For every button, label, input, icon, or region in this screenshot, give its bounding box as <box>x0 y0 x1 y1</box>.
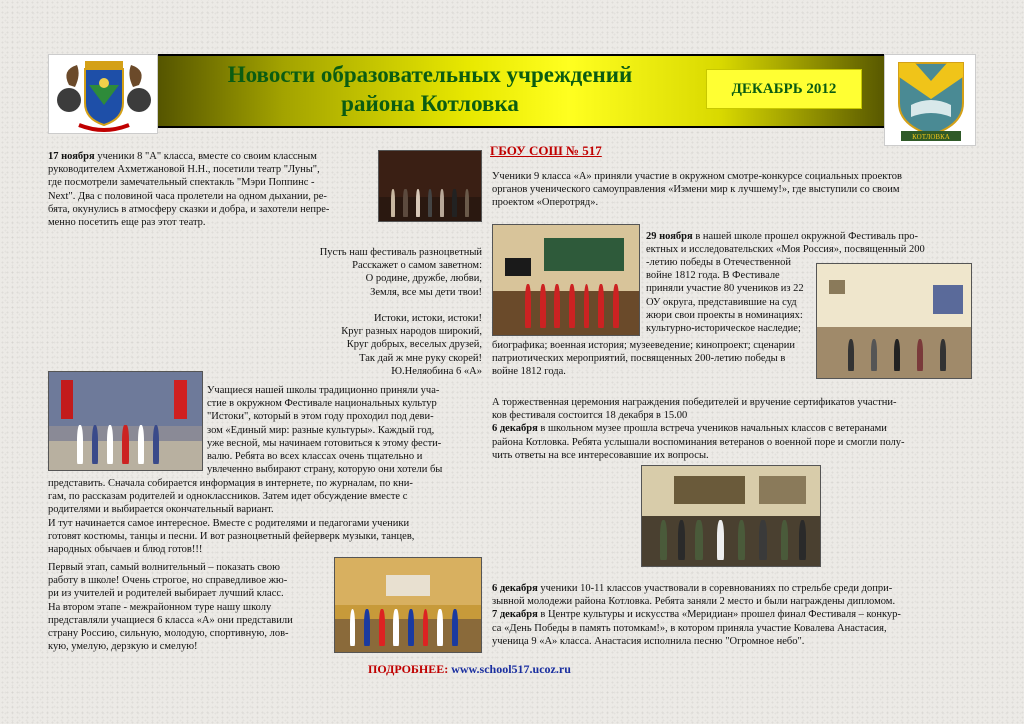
festival-intro-line-3: "Истоки", который в этом году проходил под деви- <box>207 411 434 423</box>
festival-intro-line-4: зом «Единый мир: разные культуры». Каждый год, <box>207 424 435 436</box>
festival-intro-line-2: стие в окружном Фестивале национальных культур <box>207 398 437 410</box>
article-theatre <box>48 150 374 229</box>
poem-line-1: Пусть наш фестиваль разноцветный <box>319 247 482 258</box>
my-russia-line-6: ОУ округа, представившие на суд <box>646 296 797 308</box>
more-info-label: ПОДРОБНЕЕ: <box>368 662 452 676</box>
museum-exhibit-board <box>674 476 745 504</box>
social-projects-line-3: проектом «Оперотряд». <box>492 197 599 209</box>
kotlovka-shield-icon <box>885 55 977 147</box>
poem-line-7: Круг разных народов широкий, <box>341 326 482 338</box>
concert-line-2: са «День Победы в память потомкам!», в котором приняла участие Ковалева Анастасия, <box>492 622 887 634</box>
wall-frame <box>829 280 844 294</box>
veterans-line-3: чить ответы на все интересовавшие их вопросы. <box>492 449 709 461</box>
classroom-festival-photo <box>492 224 640 336</box>
poem-line-8: Круг добрых, веселых друзей, <box>346 339 482 351</box>
poem-line-4: Земля, все мы дети твои! <box>370 286 482 298</box>
my-russia-line-11: войне 1812 года. <box>492 366 566 378</box>
festival-stages-line-3: ри из учителей и родителей выбирает лучший класс. <box>48 588 284 600</box>
museum-photo-board <box>759 476 805 504</box>
article-awards <box>492 396 976 462</box>
flag-red <box>61 380 73 419</box>
article-my-russia-top <box>646 230 976 256</box>
kotlovka-crest-right <box>884 54 976 146</box>
poem-author: Ю.Неляобина 6 «А» <box>391 365 482 377</box>
social-projects-line-1: Ученики 9 класса «А» приняли участие в окружном смотре-конкурсе социальных проектов <box>492 171 902 182</box>
article-shooting-and-concert <box>492 582 976 648</box>
my-russia-line-1: 29 ноября в нашей школе прошел окружной Фестиваль про- <box>646 231 919 242</box>
wall-poster <box>933 285 964 315</box>
article-theatre-line-3: где посмотрели замечательный спектакль "Мэри Поппинс - <box>48 177 315 189</box>
my-russia-line-2: ектных и исследовательских «Моя Россия», посвященный 200 <box>646 244 925 256</box>
my-russia-line-8: культурно-историческое наследие; <box>646 323 801 335</box>
article-festival-body <box>48 477 482 556</box>
shooting-line-2: зывной молодежи района Котловка. Ребята заняли 2 место и были награждены дипломом. <box>492 596 896 608</box>
festival-stages-line-6: страну Россию, сильную, молодую, спортивную, лов- <box>48 628 289 640</box>
article-theatre-line-2: руководителем Ахметжановой Н.Н., посетили театр "Луны", <box>48 164 320 176</box>
theatre-group-photo <box>378 150 482 222</box>
festival-poem <box>250 246 482 378</box>
festival-stages-line-1: Первый этап, самый волнительный – показать свою <box>48 562 280 573</box>
festival-stages-line-5: представляли учащиеся 6 класса «А» они представили <box>48 614 293 626</box>
poem-line-2: Расскажет о самом заветном: <box>352 260 482 272</box>
my-russia-line-10: патриотических мероприятий, посвященных 200-летию победы в <box>492 353 786 365</box>
festival-stages-line-7: кую, умелую, дерзкую и смелую! <box>48 641 198 653</box>
my-russia-line-4: войне 1812 года. В Фестивале <box>646 270 780 282</box>
jury-meeting-photo <box>816 263 972 379</box>
poem-line-9: Так дай ж мне руку скорей! <box>359 352 482 364</box>
shooting-line-1: 6 декабря ученики 10-11 классов участвовали в соревнованиях по стрельбе среди допри- <box>492 583 893 594</box>
festival-body-line-5: готовят костюмы, танцы и песни. И вот разноцветный фейерверк музыки, танцев, <box>48 530 415 542</box>
concert-line-3: ученица 9 «А» класса. Анастасия исполнила песню "Огромное небо". <box>492 635 805 647</box>
screen <box>386 575 430 596</box>
festival-body-line-2: гам, по рассказам родителей и одноклассников. Затем идет обсуждение вместе с <box>48 491 408 503</box>
article-festival-stages <box>48 561 330 653</box>
article-theatre-line-1: 17 ноября ученики 8 "А" класса, вместе со своим классным <box>48 151 317 162</box>
my-russia-line-5: приняли участие 80 учеников из 22 <box>646 283 804 295</box>
district-crest-left <box>48 54 158 134</box>
article-my-russia-mid <box>646 256 814 335</box>
school-heading: ГБОУ СОШ № 517 <box>490 143 602 158</box>
newsletter-title <box>150 60 710 118</box>
awards-line-2: ков фестиваля состоится 18 декабря в 15.00 <box>492 410 688 422</box>
festival-intro-line-1: Учащиеся нашей школы традиционно приняли уча- <box>207 385 440 396</box>
festival-stages-line-4: На втором этапе - межрайонном туре нашу школу <box>48 601 272 613</box>
festival-body-line-1: представить. Сначала собирается информация в интернете, по журналам, по кни- <box>48 478 413 489</box>
title-line-1: Новости образовательных учреждений <box>227 62 633 87</box>
awards-line-1: А торжественная церемония награждения победителей и вручение сертификатов участни- <box>492 397 897 408</box>
flag-red-2 <box>174 380 186 419</box>
issue-date-badge: ДЕКАБРЬ 2012 <box>706 69 862 109</box>
festival-stage-photo <box>48 371 203 471</box>
festival-body-line-4: И тут начинается самое интересное. Вместе с родителями и педагогами ученики <box>48 517 410 529</box>
festival-intro-line-5: уже весной, мы начинаем готовиться к этому фести- <box>207 437 442 449</box>
russia-performance-photo <box>334 557 482 653</box>
tv-screen <box>505 258 531 276</box>
festival-body-line-6: народных обычаев и блюд готов!!! <box>48 544 203 556</box>
veterans-line-1: 6 декабря в школьном музее прошла встреча учеников начальных классов с ветеранами <box>492 423 887 435</box>
festival-intro-line-6: валю. Ребята во всех классах очень тщательно и <box>207 451 423 463</box>
article-my-russia-bottom <box>492 339 814 379</box>
article-festival-intro <box>207 384 482 476</box>
my-russia-line-3: -летию победы в Отечественной <box>646 257 791 268</box>
my-russia-line-9: биографика; военная история; музееведение; кинопроект; сценарии <box>492 340 796 351</box>
coat-of-arms-icon <box>49 55 159 135</box>
social-projects-line-2: органов ученического самоуправления «Измени мир к лучшему!», где выступили со своим <box>492 184 900 196</box>
title-line-2: района Котловка <box>341 91 519 116</box>
school-website-link[interactable]: www.school517.ucoz.ru <box>451 662 571 676</box>
concert-line-1: 7 декабря в Центре культуры и искусства «Меридиан» прошел финал Фестиваля – конкур- <box>492 609 901 621</box>
chalkboard <box>544 238 624 271</box>
crest-caption: КОТЛОВКА <box>912 133 950 141</box>
festival-intro-line-7: увлеченно выбирают страну, которую они хотели бы <box>207 464 443 476</box>
more-info-footer <box>368 662 571 677</box>
my-russia-line-7: жюри свои проекты в номинациях: <box>646 309 803 321</box>
article-theatre-line-4: Next". Два с половиной часа пролетели на одном дыхании, ре- <box>48 190 327 202</box>
poem-spacer <box>250 299 482 312</box>
veterans-museum-photo <box>641 465 821 567</box>
article-theatre-line-5: бята, окунулись в атмосферу сказки и добра, и захотели непре- <box>48 203 330 215</box>
poem-line-3: О родине, дружбе, любви, <box>365 273 482 285</box>
veterans-line-2: района Котловка. Ребята услышали воспоминания ветеранов о военной поре и смогли полу- <box>492 436 905 448</box>
festival-stages-line-2: работу в школе! Очень строгое, но справедливое жю- <box>48 575 288 587</box>
article-theatre-line-6: менно посетить еще раз этот театр. <box>48 217 206 229</box>
festival-body-line-3: родителями и выбирается окончательный вариант. <box>48 504 274 516</box>
poem-line-6: Истоки, истоки, истоки! <box>373 313 482 324</box>
article-social-projects <box>492 170 976 210</box>
